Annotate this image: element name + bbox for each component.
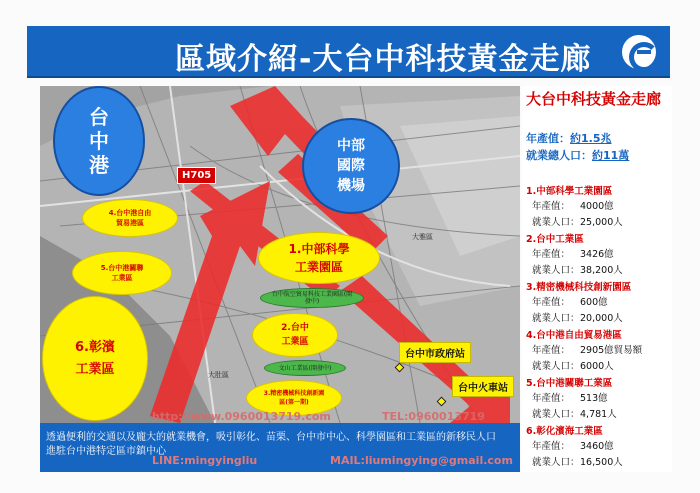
total-jobs-label: 就業總人口： — [526, 149, 592, 162]
title-bar — [27, 26, 670, 78]
line-id-watermark: LINE:mingyingliu — [152, 454, 258, 467]
city-hall-station-label: 台中市政府站 — [399, 342, 471, 363]
dadu-district-label: 大肚區 — [208, 371, 229, 379]
zone-jobs-value: 4,781人 — [580, 409, 617, 420]
zone-output-label: 年產值： — [532, 441, 571, 452]
caption-line-1: 透過便利的交通以及龐大的就業機會，吸引彰化、苗栗、台中市中心、科學園區和工業區的新移民人口 — [46, 432, 496, 443]
zone-output-label: 年產值： — [532, 201, 571, 212]
stats-panel — [522, 86, 672, 472]
total-output — [526, 130, 612, 146]
zone-jobs-value: 6000人 — [580, 361, 614, 372]
zone-name: 6.彰化濱海工業區 — [526, 426, 603, 437]
zone-output-label: 年產值： — [532, 393, 571, 404]
aviation-industrial-zone-bubble: 台中航空貿易科技工業園區(開發中) — [260, 288, 364, 308]
zone-jobs — [532, 262, 623, 276]
area-map — [40, 86, 520, 423]
zone-output — [532, 198, 614, 212]
website-watermark: http://www.0960013719.com — [152, 410, 331, 423]
free-trade-zone-bubble: 4.台中港自由 貿易港區 — [82, 199, 178, 237]
highway-h705-badge: H705 — [177, 167, 216, 184]
science-park-bubble: 1.中部科學 工業園區 — [258, 232, 380, 284]
zone-jobs-label: 就業人口： — [532, 217, 580, 228]
zone-jobs — [532, 358, 614, 372]
zone-name: 3.精密機械科技創新園區 — [526, 282, 632, 293]
zone-output-value: 3426億 — [580, 249, 614, 260]
zone-jobs-value: 20,000人 — [580, 313, 623, 324]
zone-name: 2.台中工業區 — [526, 234, 584, 245]
zone-jobs — [532, 310, 623, 324]
email-watermark: MAIL:liumingying@gmail.com — [330, 454, 513, 467]
total-output-label: 年產值： — [526, 132, 570, 145]
zone-output — [532, 294, 608, 308]
zone-jobs-label: 就業人口： — [532, 457, 580, 468]
total-jobs-value: 約11萬 — [592, 149, 630, 162]
zone-jobs-label: 就業人口： — [532, 361, 580, 372]
zone-name: 1.中部科學工業園區 — [526, 186, 613, 197]
zone-output-value: 4000億 — [580, 201, 614, 212]
zone-jobs-value: 16,500人 — [580, 457, 623, 468]
wenshan-industrial-zone-bubble: 文山工業區(開發中) — [264, 360, 346, 376]
total-output-value: 約1.5兆 — [570, 132, 612, 145]
page-title: 區域介紹-大台中科技黃金走廊 — [175, 42, 592, 77]
zone-output-value: 513億 — [580, 393, 608, 404]
zone-jobs-label: 就業人口： — [532, 409, 580, 420]
port-industrial-zone-bubble: 5.台中港關聯 工業區 — [72, 251, 172, 295]
phone-watermark: TEL:0960013719 — [382, 410, 485, 423]
zone-jobs — [532, 214, 623, 228]
zone-jobs — [532, 454, 623, 468]
zone-output — [532, 246, 614, 260]
panel-title: 大台中科技黃金走廊 — [526, 90, 662, 108]
changbin-industrial-zone-bubble: 6.彰濱 工業區 — [42, 296, 148, 421]
zone-output-value: 3460億 — [580, 441, 614, 452]
zone-output-label: 年產值： — [532, 297, 571, 308]
company-logo-icon — [622, 35, 656, 69]
zone-name: 4.台中港自由貿易港區 — [526, 330, 622, 341]
zone-jobs-value: 38,200人 — [580, 265, 623, 276]
total-jobs — [526, 147, 629, 163]
zone-output — [532, 390, 608, 404]
zone-name: 5.台中港關聯工業區 — [526, 378, 613, 389]
zone-output-label: 年產值： — [532, 249, 571, 260]
zone-output-label: 年產值： — [532, 345, 571, 356]
zone-jobs-label: 就業人口： — [532, 313, 580, 324]
zone-jobs-label: 就業人口： — [532, 265, 580, 276]
zone-jobs — [532, 406, 617, 420]
zone-output — [532, 438, 614, 452]
zone-output — [532, 342, 643, 356]
zone-output-value: 600億 — [580, 297, 608, 308]
caption-bar — [40, 423, 520, 472]
taichung-port-bubble: 台 中 港 — [53, 86, 145, 196]
precision-machinery-park-bubble: 3.精密機械科技創新園 區(第一期) — [246, 380, 342, 416]
taichung-industrial-zone-bubble: 2.台中 工業區 — [252, 313, 338, 357]
daya-district-label: 大雅區 — [412, 233, 433, 241]
train-station-label: 台中火車站 — [452, 376, 514, 397]
zone-output-value: 2905億貿易額 — [580, 345, 643, 356]
airport-bubble: 中部 國際 機場 — [302, 118, 400, 214]
caption-line-2: 進駐台中港特定區市鎮中心 — [46, 446, 166, 457]
zone-jobs-value: 25,000人 — [580, 217, 623, 228]
